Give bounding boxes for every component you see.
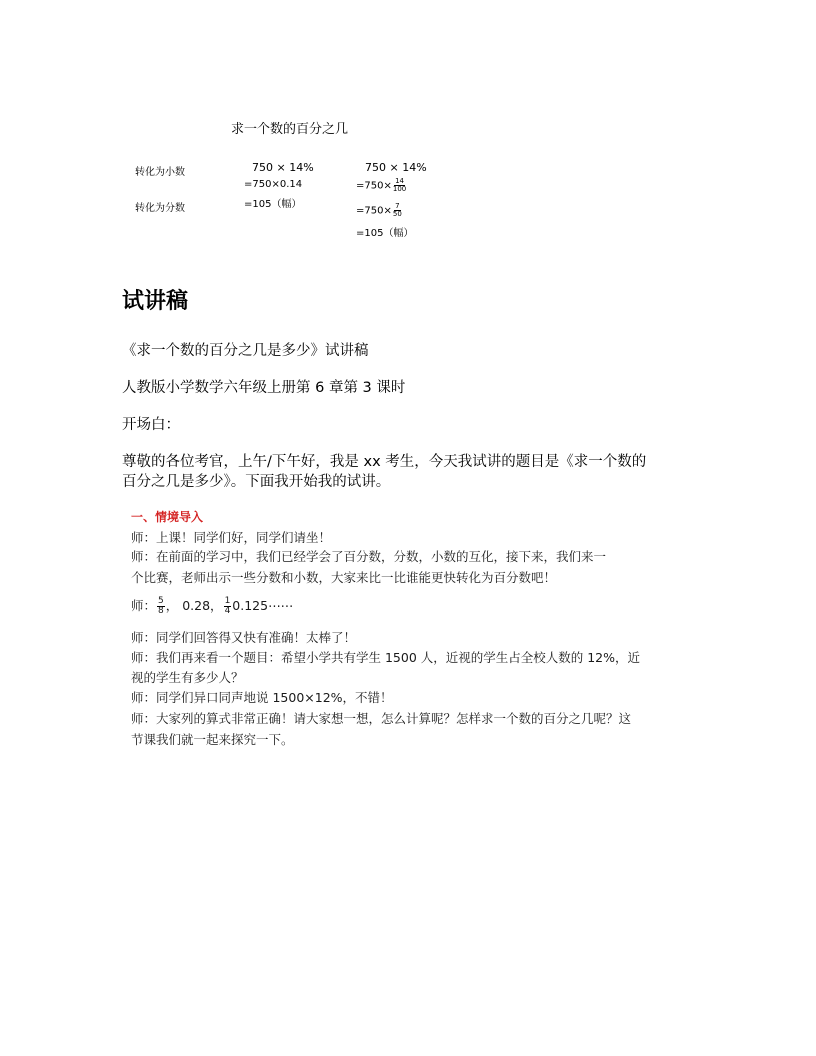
line-4-prefix: 师： [131, 598, 157, 613]
right-calc-line-2 [356, 178, 406, 193]
lecture-subtitle: 《求一个数的百分之几是多少》试讲稿 [122, 343, 369, 359]
board-title: 求一个数的百分之几 [231, 122, 349, 137]
lesson-line-7: 视的学生有多少人？ [131, 670, 244, 685]
label-convert-fraction: 转化为分数 [135, 203, 185, 214]
left-calc-line-3: =105（幅） [244, 199, 302, 210]
fraction-7-50 [393, 203, 402, 218]
lesson-line-1: 师：上课！同学们好，同学们请坐！ [131, 530, 332, 545]
lesson-line-3: 个比赛，老师出示一些分数和小数，大家来比一比谁能更快转化为百分数吧！ [131, 570, 557, 585]
opening-line-1: 尊敬的各位考官，上午/下午好，我是 xx 考生，今天我试讲的题目是《求一个数的 [122, 454, 647, 470]
lesson-line-2: 师：在前面的学习中，我们已经学会了百分数，分数，小数的互化，接下来，我们来一 [131, 549, 607, 564]
lesson-line-9: 师：大家列的算式非常正确！请大家想一想，怎么计算呢？怎样求一个数的百分之几呢？这 [131, 711, 632, 726]
opening-label: 开场白： [122, 417, 180, 433]
lesson-line-8: 师：同学们异口同声地说 1500×12%，不错！ [131, 690, 393, 705]
fraction-numerator: 14 [395, 177, 404, 185]
opening-line-2: 百分之几是多少》。下面我开始我的试讲。 [122, 474, 391, 490]
lesson-line-5: 师：同学们回答得又快有准确！太棒了！ [131, 630, 357, 645]
fraction-14-100 [393, 178, 406, 193]
course-info: 人教版小学数学六年级上册第 6 章第 3 课时 [122, 380, 406, 396]
right-calc-line-2-prefix: =750× [356, 180, 392, 192]
right-calc-line-3-prefix: =750× [356, 205, 392, 217]
fraction-numerator: 5 [158, 596, 164, 606]
left-calc-line-2: =750×0.14 [244, 179, 303, 190]
right-calc-line-1: 750 × 14% [365, 161, 427, 174]
section-title: 一、情境导入 [131, 510, 204, 524]
fraction-1-4 [224, 597, 232, 616]
label-convert-decimal: 转化为小数 [135, 167, 185, 178]
page-heading: 试讲稿 [122, 289, 189, 314]
line-4-suffix: 0.125⋯⋯ [232, 598, 294, 613]
right-calc-line-3 [356, 203, 402, 218]
fraction-denominator: 8 [158, 606, 164, 616]
left-calc-line-1: 750 × 14% [252, 161, 314, 174]
lesson-line-6: 师：我们再来看一个题目：希望小学共有学生 1500 人，近视的学生占全校人数的 12%，近 [131, 650, 641, 665]
fraction-denominator: 4 [224, 606, 231, 616]
fraction-numerator: 7 [395, 202, 400, 210]
fraction-5-8 [157, 597, 165, 616]
fraction-numerator: 1 [224, 596, 231, 606]
lesson-line-4 [131, 596, 293, 616]
fraction-denominator: 100 [392, 185, 407, 193]
lesson-line-10: 节课我们就一起来探究一下。 [131, 732, 294, 747]
line-4-middle: ， 0.28， [165, 598, 223, 613]
right-calc-line-4: =105（幅） [356, 228, 414, 239]
fraction-denominator: 50 [392, 210, 402, 218]
